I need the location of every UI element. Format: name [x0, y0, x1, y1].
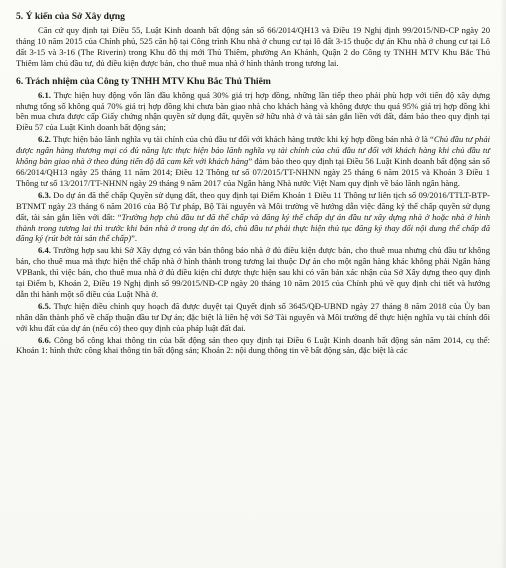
paragraph-6-1	[16, 90, 490, 134]
paragraph-6-3-text-b: ”.	[131, 233, 138, 244]
section-6-title: 6. Trách nhiệm của Công ty TNHH MTV Khu Bắc Thủ Thiêm	[16, 75, 271, 87]
section-5-title: 5. Ý kiến của Sở Xây dựng	[16, 11, 125, 22]
paragraph-6-3-number: 6.3.	[38, 189, 51, 200]
paragraph-6-6-text: Công bố công khai thông tin của bất động sản theo quy định tại Điều 6 Luật Kinh doanh bất động sản năm 2014, cụ thể: Khoản 1: hình thức công khai thông tin bất động sản; Khoản 2: nội dung thông tin về bất động sản, đặc biệt là các	[16, 334, 490, 356]
paragraph-6-1-text: Thực hiện huy động vốn lần đầu không quá 30% giá trị hợp đồng, những lần tiếp theo phải phù hợp với tiến độ xây dựng nhưng tổng số không quá 70% giá trị hợp đồng khi chưa bàn giao nhà cho khách hàng và không được thu quá 95% giá trị hợp đồng khi bên mua chưa được cấp Giấy chứng nhận quyền sử dụng đất, quyền sở hữu nhà ở và tài sản gắn liền với đất, đảm bảo theo quy định tại Điều 57 của Luật Kinh doanh bất động sản;	[16, 89, 490, 133]
paragraph-6-2-number: 6.2.	[38, 134, 51, 145]
paragraph-6-1-number: 6.1.	[38, 89, 51, 100]
paragraph-6-3	[16, 190, 490, 245]
section-5-paragraph: Căn cứ quy định tại Điều 55, Luật Kinh doanh bất động sản số 66/2014/QH13 và Điều 19 Nghị định 99/2015/NĐ-CP ngày 20 tháng 10 năm 2015 của Chính phủ, 525 căn hộ tại Công trình Khu nhà ở chung cư tại lô đất 3-15 thuộc dự án Khu nhà ở chung cư tại Lô đất 3-15 và 3-16 (The Riverin) trong Khu đô thị mới Thủ Thiêm, phường An Khánh, Quận 2 do Công ty TNHH MTV Khu Bắc Thủ Thiêm làm chủ đầu tư, đủ điều kiện được bán, cho thuê mua nhà ở hình thành trong tương lai.	[16, 25, 490, 68]
paragraph-6-5	[16, 301, 490, 334]
paragraph-6-4	[16, 245, 490, 300]
paragraph-6-6-number: 6.6.	[38, 334, 51, 345]
paragraph-6-2	[16, 134, 490, 189]
paragraph-6-2-text-b: ” đảm bảo theo quy định tại Điều 56 Luật Kinh doanh bất động sản số 66/2014/QH13 ngày 25 tháng 11 năm 2014; Điều 12 Thông tư số 07/2015/TT-NHNN ngày 25 tháng 6 năm 2015 và Khoản 3 Điều 1 Thông tư số 13/2017/TT-NHNN ngày 29 tháng 9 năm 2017 của Ngân hàng Nhà nước Việt Nam quy định về bảo lãnh ngân hàng.	[16, 156, 490, 188]
paragraph-6-5-number: 6.5.	[38, 300, 51, 311]
paragraph-6-5-text: Thực hiện điều chỉnh quy hoạch đã được duyệt tại Quyết định số 3645/QĐ-UBND ngày 27 tháng 8 năm 2018 của Ủy ban nhân dân thành phố về chấp thuận đầu tư Dự án; đặc biệt là liên hệ với Sở Tài nguyên và Môi trường để thực hiện nghĩa vụ tài chính đối với khu đất của dự án (nếu có) theo quy định của pháp luật đất đai.	[16, 300, 490, 333]
paragraph-6-3-text-a: Do dự án đã thế chấp Quyền sử dụng đất, theo quy định tại Điểm Khoản 1 Điều 11 Thông tư liên tịch số 09/2016/TTLT-BTP-BTNMT ngày 23 tháng 6 năm 2016 của Bộ Tư pháp, Bộ Tài nguyên và Môi trường về hướng dẫn việc đăng ký thế chấp quyền sử dụng đất, tài sản gắn liền với đất: “	[16, 189, 490, 222]
paragraph-6-2-quote: Chủ đầu tư phải được ngân hàng thương mại có đủ năng lực thực hiện bảo lãnh nghĩa vụ tài chính của chủ đầu tư đối với khách hàng khi chủ đầu tư không bàn giao nhà ở theo đúng tiến độ đã cam kết với khách hàng	[16, 134, 491, 167]
paragraph-6-3-quote: Trường hợp chủ đầu tư đã thế chấp và đăng ký thế chấp dự án đầu tư xây dựng nhà ở hoặc nhà ở hình thành trong tương lai thì trước khi bán nhà ở trong dự án đó, chủ đầu tư phải thực hiện thủ tục đăng ký thay đổi nội dung thế chấp đã đăng ký (rút bớt tài sản thế chấp)	[16, 211, 490, 244]
page-edge-shadow	[500, 0, 506, 568]
paragraph-6-4-text: Trường hợp sau khi Sở Xây dựng có văn bản thông báo nhà ở đủ điều kiện được bán, cho thuê mua nhưng chủ đầu tư không bán, cho thuê mua mà thực hiện thế chấp nhà ở hình thành trong tương lai thuộc Dự án cho một ngân hàng khác không phải Ngân hàng VPBank, thì việc bán, cho thuê mua nhà ở đủ điều kiện chỉ được thực hiện sau khi có văn bản xác nhận của Sở Xây dựng theo quy định tại Điểm b, Khoản 2, Điều 19 Nghị định số 99/2015/NĐ-CP ngày 20 tháng 10 năm 2015 của Chính phủ về quy định chi tiết và hướng dẫn thi hành một số điều của Luật Nhà ở.	[16, 245, 490, 299]
paragraph-6-4-number: 6.4.	[38, 245, 51, 256]
paragraph-6-6	[16, 335, 490, 357]
paragraph-6-2-text-a: Thực hiện bảo lãnh nghĩa vụ tài chính của chủ đầu tư đối với khách hàng trước khi ký hợp đồng bán nhà ở là “	[50, 134, 434, 145]
